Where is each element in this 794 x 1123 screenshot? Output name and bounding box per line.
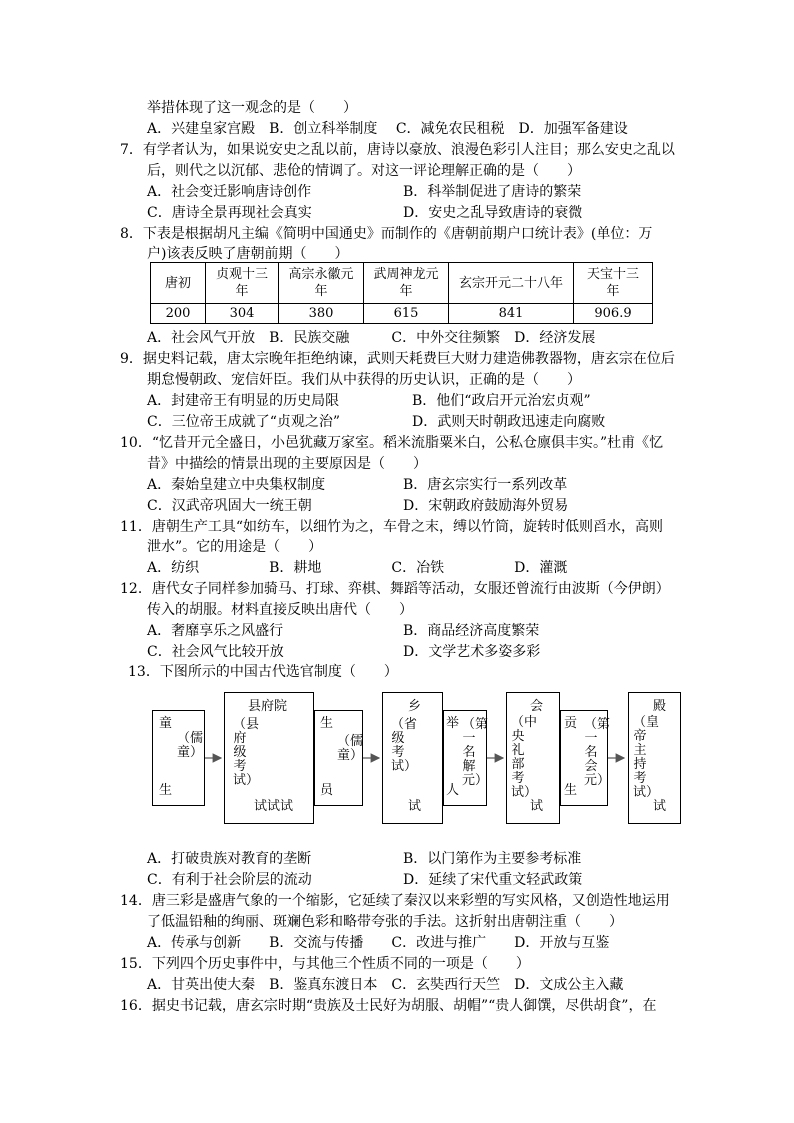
table-cell: 380 (279, 304, 364, 324)
q10-stem-line2: 昔》中描绘的情景出现的主要原因是（ ） (147, 456, 427, 472)
fuyuan-mid: （县府级考试） (233, 717, 260, 788)
xiangshi-top: 乡 (408, 699, 422, 714)
shengyuan-bot: 员 (320, 783, 334, 798)
juren-bot: 人 (446, 783, 460, 798)
q12-stem-line2: 传入的胡服。材料直接反映出唐代（ ） (147, 602, 413, 618)
xiangshi-bot: 试 (408, 799, 422, 814)
q15-options: A．甘英出使大秦 B．鉴真东渡日本 C．玄奘西行天竺 D．文成公主入藏 (147, 977, 624, 993)
q7-option-c: C．唐诗全景再现社会真实 (147, 205, 312, 221)
gongsheng-bot: 生 (564, 783, 578, 798)
q13-stem: 13．下图所示的中国古代选官制度（ ） (128, 664, 398, 680)
q15-stem: 15．下列四个历史事件中，与其他三个性质不同的一项是（ ） (120, 956, 530, 972)
q16-stem: 16．据史书记载，唐玄宗时期“贵族及士民好为胡服、胡帽”“贵人御馔，尽供胡食”，在 (120, 998, 657, 1014)
xiangshi-mid: （省级考试） (391, 717, 418, 774)
q12-option-d: D．文学艺术多姿多彩 (403, 644, 541, 660)
q13-option-c: C．有利于社会阶层的流动 (147, 872, 312, 888)
q6-stem: 举措体现了这一观念的是（ ） (147, 100, 357, 116)
dianshi-mid: （皇帝主持考试） (633, 715, 660, 800)
q7-option-a: A．社会变迁影响唐诗创作 (147, 184, 312, 200)
table-cell: 200 (151, 304, 206, 324)
table-cell: 906.9 (574, 304, 653, 324)
q9-stem-line1: 9．据史料记载，唐太宗晚年拒绝纳谏，武则天耗费巨大财力建造佛教器物，唐玄宗在位后 (120, 351, 675, 367)
table-cell: 841 (449, 304, 574, 324)
q12-option-b: B．商品经济高度繁荣 (403, 623, 540, 639)
table-header-cell: 玄宗开元二十八年 (449, 263, 574, 304)
q9-option-c: C．三位帝王成就了“贞观之治” (147, 414, 341, 430)
q9-option-a: A．封建帝王有明显的历史局限 (147, 393, 340, 409)
dianshi-bot: 试 (653, 799, 667, 814)
huishi-top: 会 (530, 699, 544, 714)
q14-options: A．传承与创新 B．交流与传播 C．改进与推广 D．开放与互鉴 (147, 935, 610, 951)
q10-option-c: C．汉武帝巩固大一统王朝 (147, 498, 312, 514)
table-header-cell: 唐初 (151, 263, 206, 304)
q14-stem-line1: 14．唐三彩是盛唐气象的一个缩影，它延续了秦汉以来彩塑的写实风格，又创造性地运用 (120, 893, 670, 909)
q10-option-b: B．唐玄宗实行一系列改革 (403, 477, 568, 493)
q7-option-b: B．科举制促进了唐诗的繁荣 (403, 184, 582, 200)
q13-option-d: D．延续了宋代重文轻武政策 (403, 872, 583, 888)
q9-stem-line2: 期怠慢朝政、宠信奸臣。我们从中获得的历史认识，正确的是（ ） (147, 372, 581, 388)
shengyuan-top: 生 (320, 716, 334, 731)
juren-mid: （第一名解元） (462, 717, 489, 788)
huishi-mid: （中央礼部考试） (511, 715, 538, 800)
table-header-cell: 天宝十三 年 (574, 263, 653, 304)
table-header-cell: 贞观十三 年 (206, 263, 279, 304)
q6-options: A．兴建皇家宫殿 B．创立科举制度 C．减免农民租税 D．加强军备建设 (147, 121, 628, 137)
table-header-cell: 武周神龙元 年 (364, 263, 449, 304)
q10-stem-line1: 10．“忆昔开元全盛日，小邑犹藏万家室。稻米流脂粟米白，公私仓廪俱丰实。”杜甫《忆 (120, 435, 664, 451)
q7-stem-line1: 7．有学者认为，如果说安史之乱以前，唐诗以豪放、浪漫色彩引人注目；那么安史之乱以 (120, 142, 675, 158)
table-header-cell: 高宗永徽元 年 (279, 263, 364, 304)
juren-top: 举 (446, 716, 460, 731)
q10-option-a: A．秦始皇建立中央集权制度 (147, 477, 326, 493)
q7-option-d: D．安史之乱导致唐诗的衰微 (403, 205, 583, 221)
q12-stem-line1: 12．唐代女子同样参加骑马、打球、弈棋、舞蹈等活动，女服还曾流行由波斯（今伊朗） (120, 581, 670, 597)
q13-option-a: A．打破贵族对教育的垄断 (147, 851, 312, 867)
table-cell: 615 (364, 304, 449, 324)
q11-stem-line2: 泄水”。它的用途是（ ） (147, 539, 323, 555)
q12-option-a: A．奢靡享乐之风盛行 (147, 623, 284, 639)
gongsheng-mid: （第一名会元） (584, 717, 611, 788)
tongsheng-top: 童 (159, 716, 173, 731)
q7-stem-line2: 后，则代之以沉郁、悲伧的情调了。对这一评论理解正确的是（ ） (147, 163, 581, 179)
q9-option-b: B．他们“政启开元治宏贞观” (412, 393, 591, 409)
q14-stem-line2: 了低温铅釉的绚丽、斑斓色彩和略带夸张的手法。这折射出唐朝注重（ ） (147, 914, 623, 930)
q11-options: A．纺织 B．耕地 C．冶铁 D．灌溉 (147, 560, 568, 576)
q13-option-b: B．以门第作为主要参考标准 (403, 851, 582, 867)
q8-stem-line2: 户)该表反映了唐朝前期（ ） (147, 246, 349, 262)
q12-option-c: C．社会风气比较开放 (147, 644, 284, 660)
table-cell: 304 (206, 304, 279, 324)
shengyuan-mid: （儒童） (337, 734, 364, 763)
tongsheng-bot: 生 (159, 783, 173, 798)
gongsheng-top: 贡 (564, 716, 578, 731)
q11-stem-line1: 11．唐朝生产工具“如纺车，以细竹为之，车骨之末，缚以竹筒，旋转时低则舀水，高则 (120, 519, 663, 535)
q8-stem-line1: 8．下表是根据胡凡主编《简明中国通史》而制作的《唐朝前期户口统计表》(单位：万 (120, 226, 653, 242)
fuyuan-bot: 试试试 (254, 799, 294, 814)
q9-option-d: D．武则天时朝政迅速走向腐败 (412, 414, 606, 430)
q10-option-d: D．宋朝政府鼓励海外贸易 (403, 498, 569, 514)
tongsheng-mid: （儒童） (177, 731, 204, 760)
fuyuan-top: 县府院 (248, 699, 288, 714)
huishi-bot: 试 (530, 799, 544, 814)
q8-options: A．社会风气开放 B．民族交融 C．中外交往频繁 D．经济发展 (147, 330, 596, 346)
dianshi-top: 殿 (653, 699, 667, 714)
